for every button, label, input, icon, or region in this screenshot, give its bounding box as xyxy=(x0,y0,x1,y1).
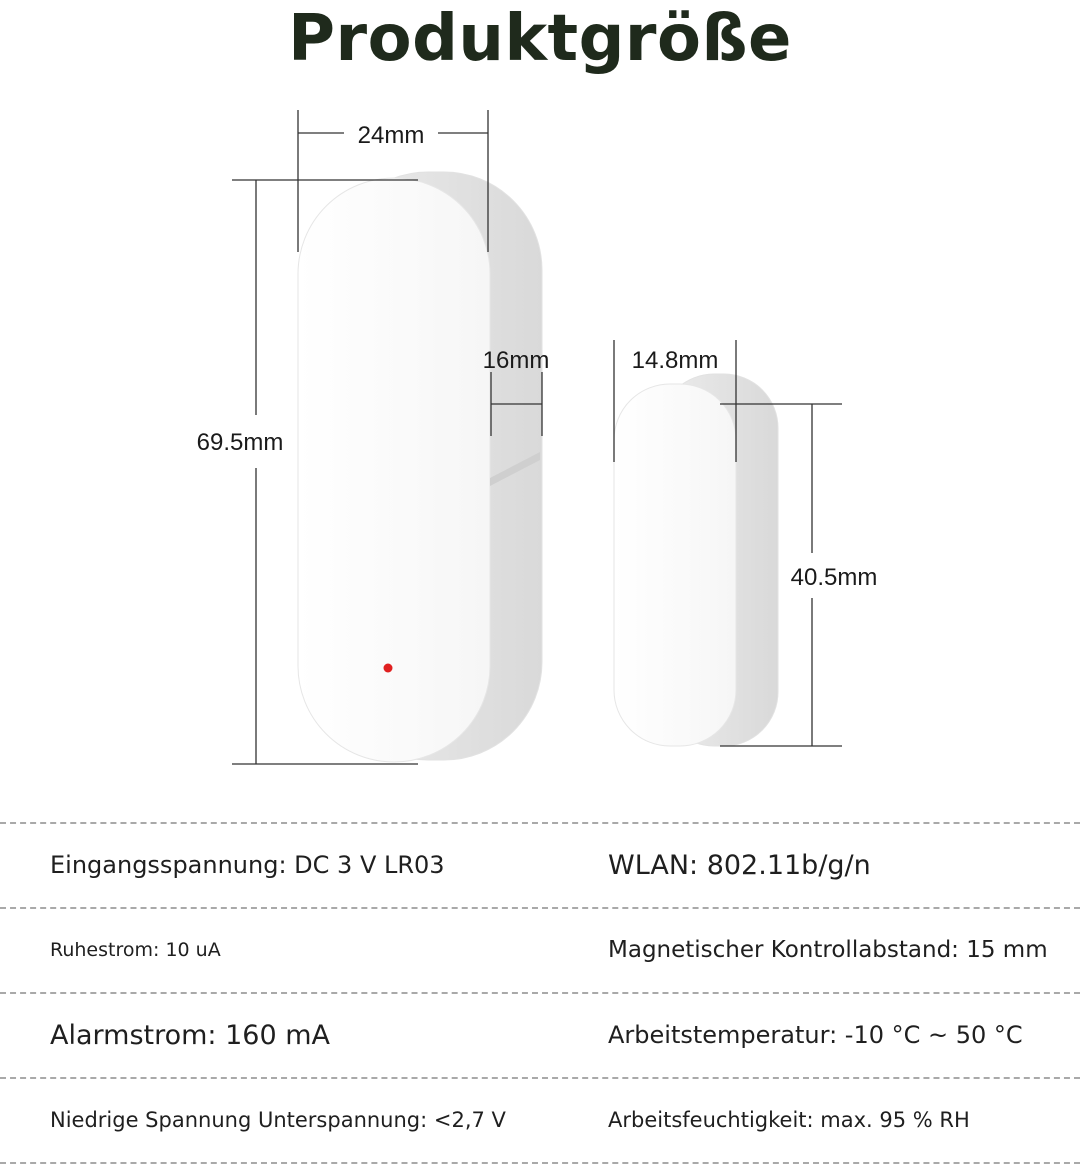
width-label-large: 24mm xyxy=(357,122,425,149)
width-label-small: 14.8mm xyxy=(631,347,719,374)
depth-label-large: 16mm xyxy=(482,347,550,374)
spec-row xyxy=(0,907,1080,992)
height-label-small: 40.5mm xyxy=(790,564,878,591)
spec-input-voltage: Eingangsspannung: DC 3 V LR03 xyxy=(50,851,445,879)
specifications-table xyxy=(0,822,1080,1164)
spec-row xyxy=(0,1077,1080,1164)
led-indicator xyxy=(384,664,393,673)
spec-working-temperature: Arbeitstemperatur: -10 °C ~ 50 °C xyxy=(608,1021,1023,1049)
height-label-large: 69.5mm xyxy=(196,429,284,456)
spec-row xyxy=(0,992,1080,1077)
spec-magnetic-distance: Magnetischer Kontrollabstand: 15 mm xyxy=(608,937,1048,963)
spec-low-voltage: Niedrige Spannung Unterspannung: <2,7 V xyxy=(50,1108,506,1132)
page-title: Produktgröße xyxy=(288,2,792,76)
spec-alarm-current: Alarmstrom: 160 mA xyxy=(50,1020,330,1051)
large-sensor xyxy=(298,172,542,762)
spec-row xyxy=(0,822,1080,907)
spec-working-humidity: Arbeitsfeuchtigkeit: max. 95 % RH xyxy=(608,1108,970,1132)
small-magnet xyxy=(614,374,778,746)
spec-standby-current: Ruhestrom: 10 uA xyxy=(50,939,221,961)
spec-wlan: WLAN: 802.11b/g/n xyxy=(608,850,871,881)
